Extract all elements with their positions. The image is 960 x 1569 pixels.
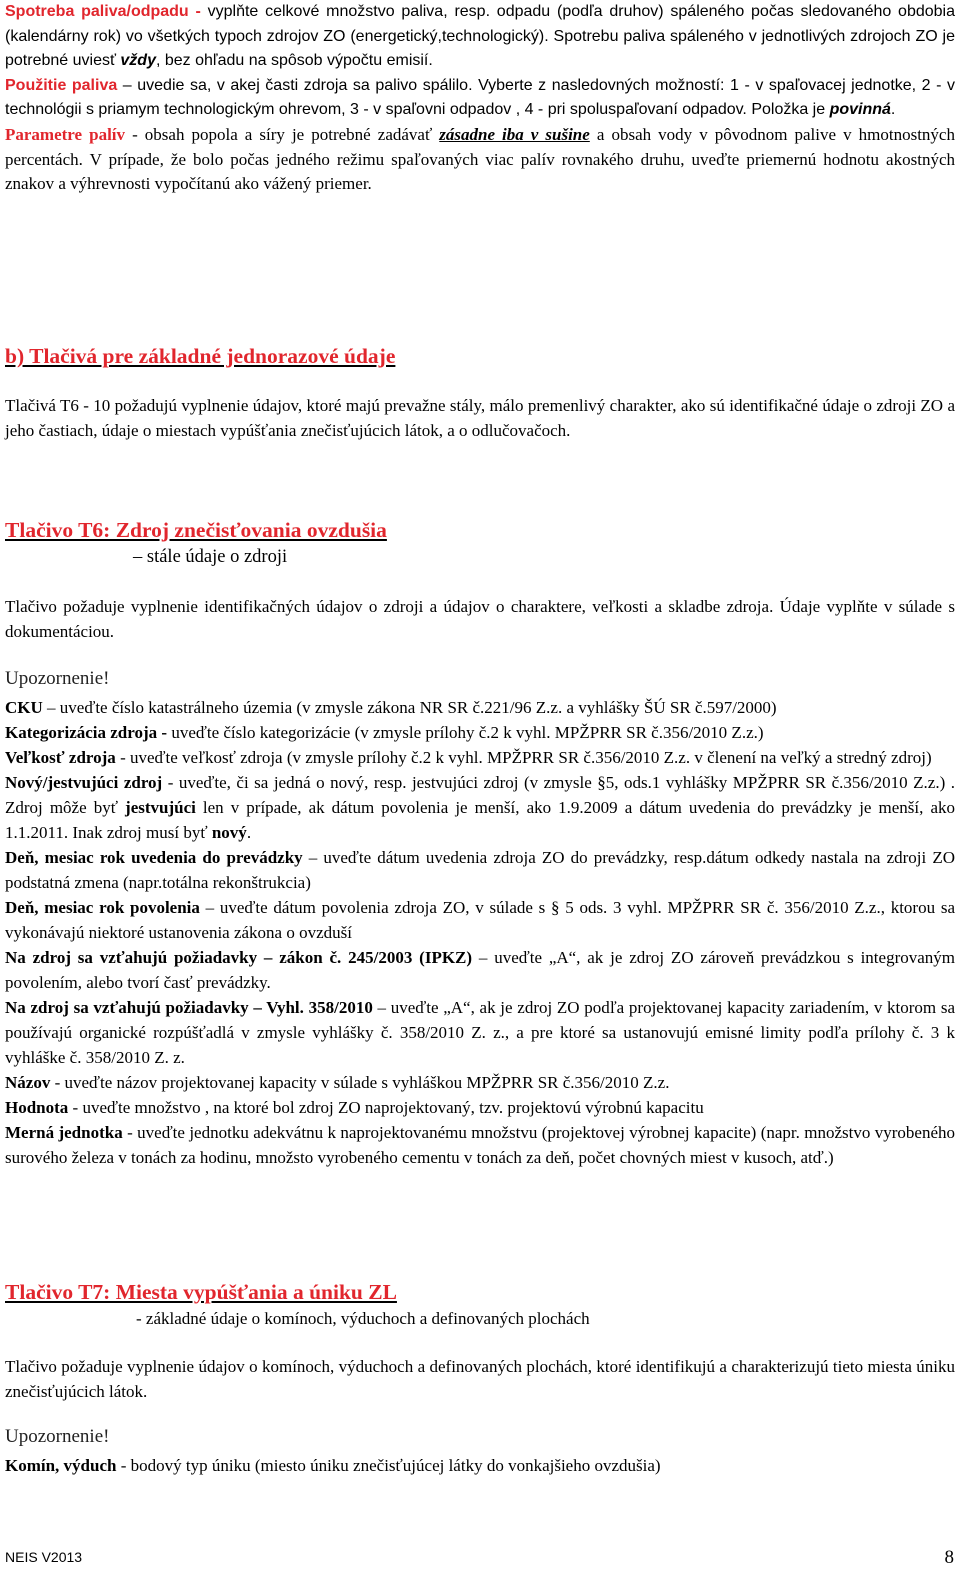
t7-warning: Upozornenie! <box>5 1426 110 1447</box>
page-number: 8 <box>944 1547 954 1568</box>
fuel-consumption-paragraph: Spotreba paliva/odpadu - vyplňte celkové množstvo paliva, resp. odpadu (podľa druhov) spáleného počas sledovaného obdobia (kalendárny rok) vo všetkých typoch zdrojov ZO (energetický,technologický). Spotrebu paliva spáleného v jednotlivých zdrojoch ZO je potrebné uviesť vždy, bez ohľadu na spôsob výpočtu emisií. <box>5 3 955 70</box>
t6-item-value: Hodnota - uveďte množstvo , na ktoré bol zdroj ZO naprojektovaný, tzv. projektovú výrobnú kapacitu <box>5 1098 704 1117</box>
intro-section <box>5 0 955 197</box>
t6-text: Tlačivo požaduje vyplnenie identifikačných údajov o zdroji a údajov o charaktere, veľkosti a skladbe zdroja. Údaje vyplňte v súlade s dokumentáciou. <box>5 597 955 641</box>
fuel-consumption-term: Spotreba paliva/odpadu - <box>5 3 201 20</box>
t6-item-categorization: Kategorizácia zdroja - uveďte číslo kategorizácie (v zmysle prílohy č.2 k vyhl. MPŽPRR SR č.356/2010 Z.z.) <box>5 723 764 742</box>
t7-subheading: - základné údaje o komínoch, výduchoch a definovaných plochách <box>136 1309 590 1328</box>
section-t6 <box>5 516 955 1170</box>
section-b-text: Tlačivá T6 - 10 požadujú vyplnenie údajov, ktoré majú prevažne stály, málo premenlivý charakter, ako sú identifikačné údaje o zdroji ZO a jeho častiach, údaje o miestach vypúšťania znečisťujúcich látok, a o odlučovačoch. <box>5 396 955 440</box>
t7-item-chimney: Komín, výduch - bodový typ úniku (miesto úniku znečisťujúcej látky do vonkajšieho ovzdušia) <box>5 1456 661 1475</box>
footer-version: NEIS V2013 <box>5 1549 83 1565</box>
fuel-parameters-paragraph: Parametre palív - obsah popola a síry je potrebné zadávať zásadne iba v sušine a obsah vody v pôvodnom palive v hmotnostných percentách. V prípade, že bolo počas jedného režimu spaľovaných viac palív rovnakého druhu, uveďte priemernú hodnotu akostných znakov a výhrevnosti vypočítanú ako vážený priemer. <box>5 124 955 194</box>
t6-item-cku: CKU – uveďte číslo katastrálneho územia (v zmysle zákona NR SR č.221/96 Z.z. a vyhlášky ŠÚ SR č.597/2000) <box>5 698 777 717</box>
t6-warning: Upozornenie! <box>5 668 110 689</box>
t6-item-unit: Merná jednotka - uveďte jednotku adekvátnu k naprojektovanému množstvu (projektovej výrobnej kapacite) (napr. množstvo vyrobeného surového železa v tonách za hodinu, množsto vyrobeného cementu v tonách za deň, počet chovných miest v kusoch, atď.) <box>5 1123 956 1167</box>
t7-heading: Tlačivo T7: Miesta vypúšťania a úniku ZL <box>5 1280 397 1304</box>
t6-item-operation-date: Deň, mesiac rok uvedenia do prevádzky – uveďte dátum uvedenia zdroja ZO do prevádzky, resp.dátum odkedy nastala na zdroji ZO podstatná zmena (napr.totálna rekonštrukcia) <box>5 848 955 892</box>
section-t7 <box>5 1278 955 1478</box>
t6-item-permit-date: Deň, mesiac rok povolenia – uveďte dátum povolenia zdroja ZO, v súlade s § 5 ods. 3 vyhl. MPŽPRR SR č. 356/2010 Z.z., ktorou sa vykonávajú niektoré ustanovenia zákona o ovzduší <box>5 898 955 942</box>
fuel-usage-paragraph: Použitie paliva – uvedie sa, v akej časti zdroja sa palivo spálilo. Vyberte z nasledovných možností: 1 - v spaľovacej jednotke, 2 - v technológii s priamym technologickým ohrevom, 3 - v spaľovni odpadov , 4 - pri spoluspaľovaní odpadov. Položka je povinná. <box>5 76 956 119</box>
t7-text: Tlačivo požaduje vyplnenie údajov o komínoch, výduchoch a definovaných plochách, ktoré identifikujú a charakterizujú tieto miesta úniku znečisťujúcich látok. <box>5 1357 955 1401</box>
section-b <box>5 342 955 443</box>
t6-item-name: Názov - uveďte názov projektovanej kapacity v súlade s vyhláškou MPŽPRR SR č.356/2010 Z.z. <box>5 1073 670 1092</box>
t6-item-size: Veľkosť zdroja - uveďte veľkosť zdroja (v zmysle prílohy č.2 k vyhl. MPŽPRR SR č.356/2010 Z.z. v členení na veľký a stredný zdroj) <box>5 748 932 767</box>
t6-heading: Tlačivo T6: Zdroj znečisťovania ovzdušia <box>5 518 387 542</box>
t6-item-list <box>5 695 955 1170</box>
section-b-heading: b) Tlačivá pre základné jednorazové údaje <box>5 344 396 368</box>
t6-item-vyhl-358: Na zdroj sa vzťahujú požiadavky – Vyhl. 358/2010 – uveďte „A“, ak je zdroj ZO podľa projektovanej kapacity zariadením, v ktorom sa používajú organické rozpúšťadlá v zmysle vyhlášky č. 358/2010 Z. z., a pre ktoré sa ustanovujú emisné limity podľa prílohy č. 3 k vyhláške č. 358/2010 Z. z. <box>5 998 955 1067</box>
fuel-parameters-term: Parametre palív <box>5 124 126 144</box>
t6-item-new-existing: Nový/jestvujúci zdroj - uveďte, či sa jedná o nový, resp. jestvujúci zdroj (v zmysle §5, ods.1 vyhlášky MPŽPRR SR č.356/2010 Z.z.) . Zdroj môže byť jestvujúci len v prípade, ak dátum povolenia je menší, ako 1.9.2009 a dátum uvedenia do prevádzky je menší, ako 1.1.2011. Inak zdroj musí byť nový. <box>5 773 955 842</box>
t6-item-ipkz: Na zdroj sa vzťahujú požiadavky – zákon č. 245/2003 (IPKZ) – uveďte „A“, ak je zdroj ZO zároveň prevádzkou s integrovaným povolením, alebo tvorí časť prevádzky. <box>5 948 955 992</box>
t6-subheading: – stále údaje o zdroji <box>133 547 288 567</box>
fuel-usage-term: Použitie paliva <box>5 76 118 94</box>
